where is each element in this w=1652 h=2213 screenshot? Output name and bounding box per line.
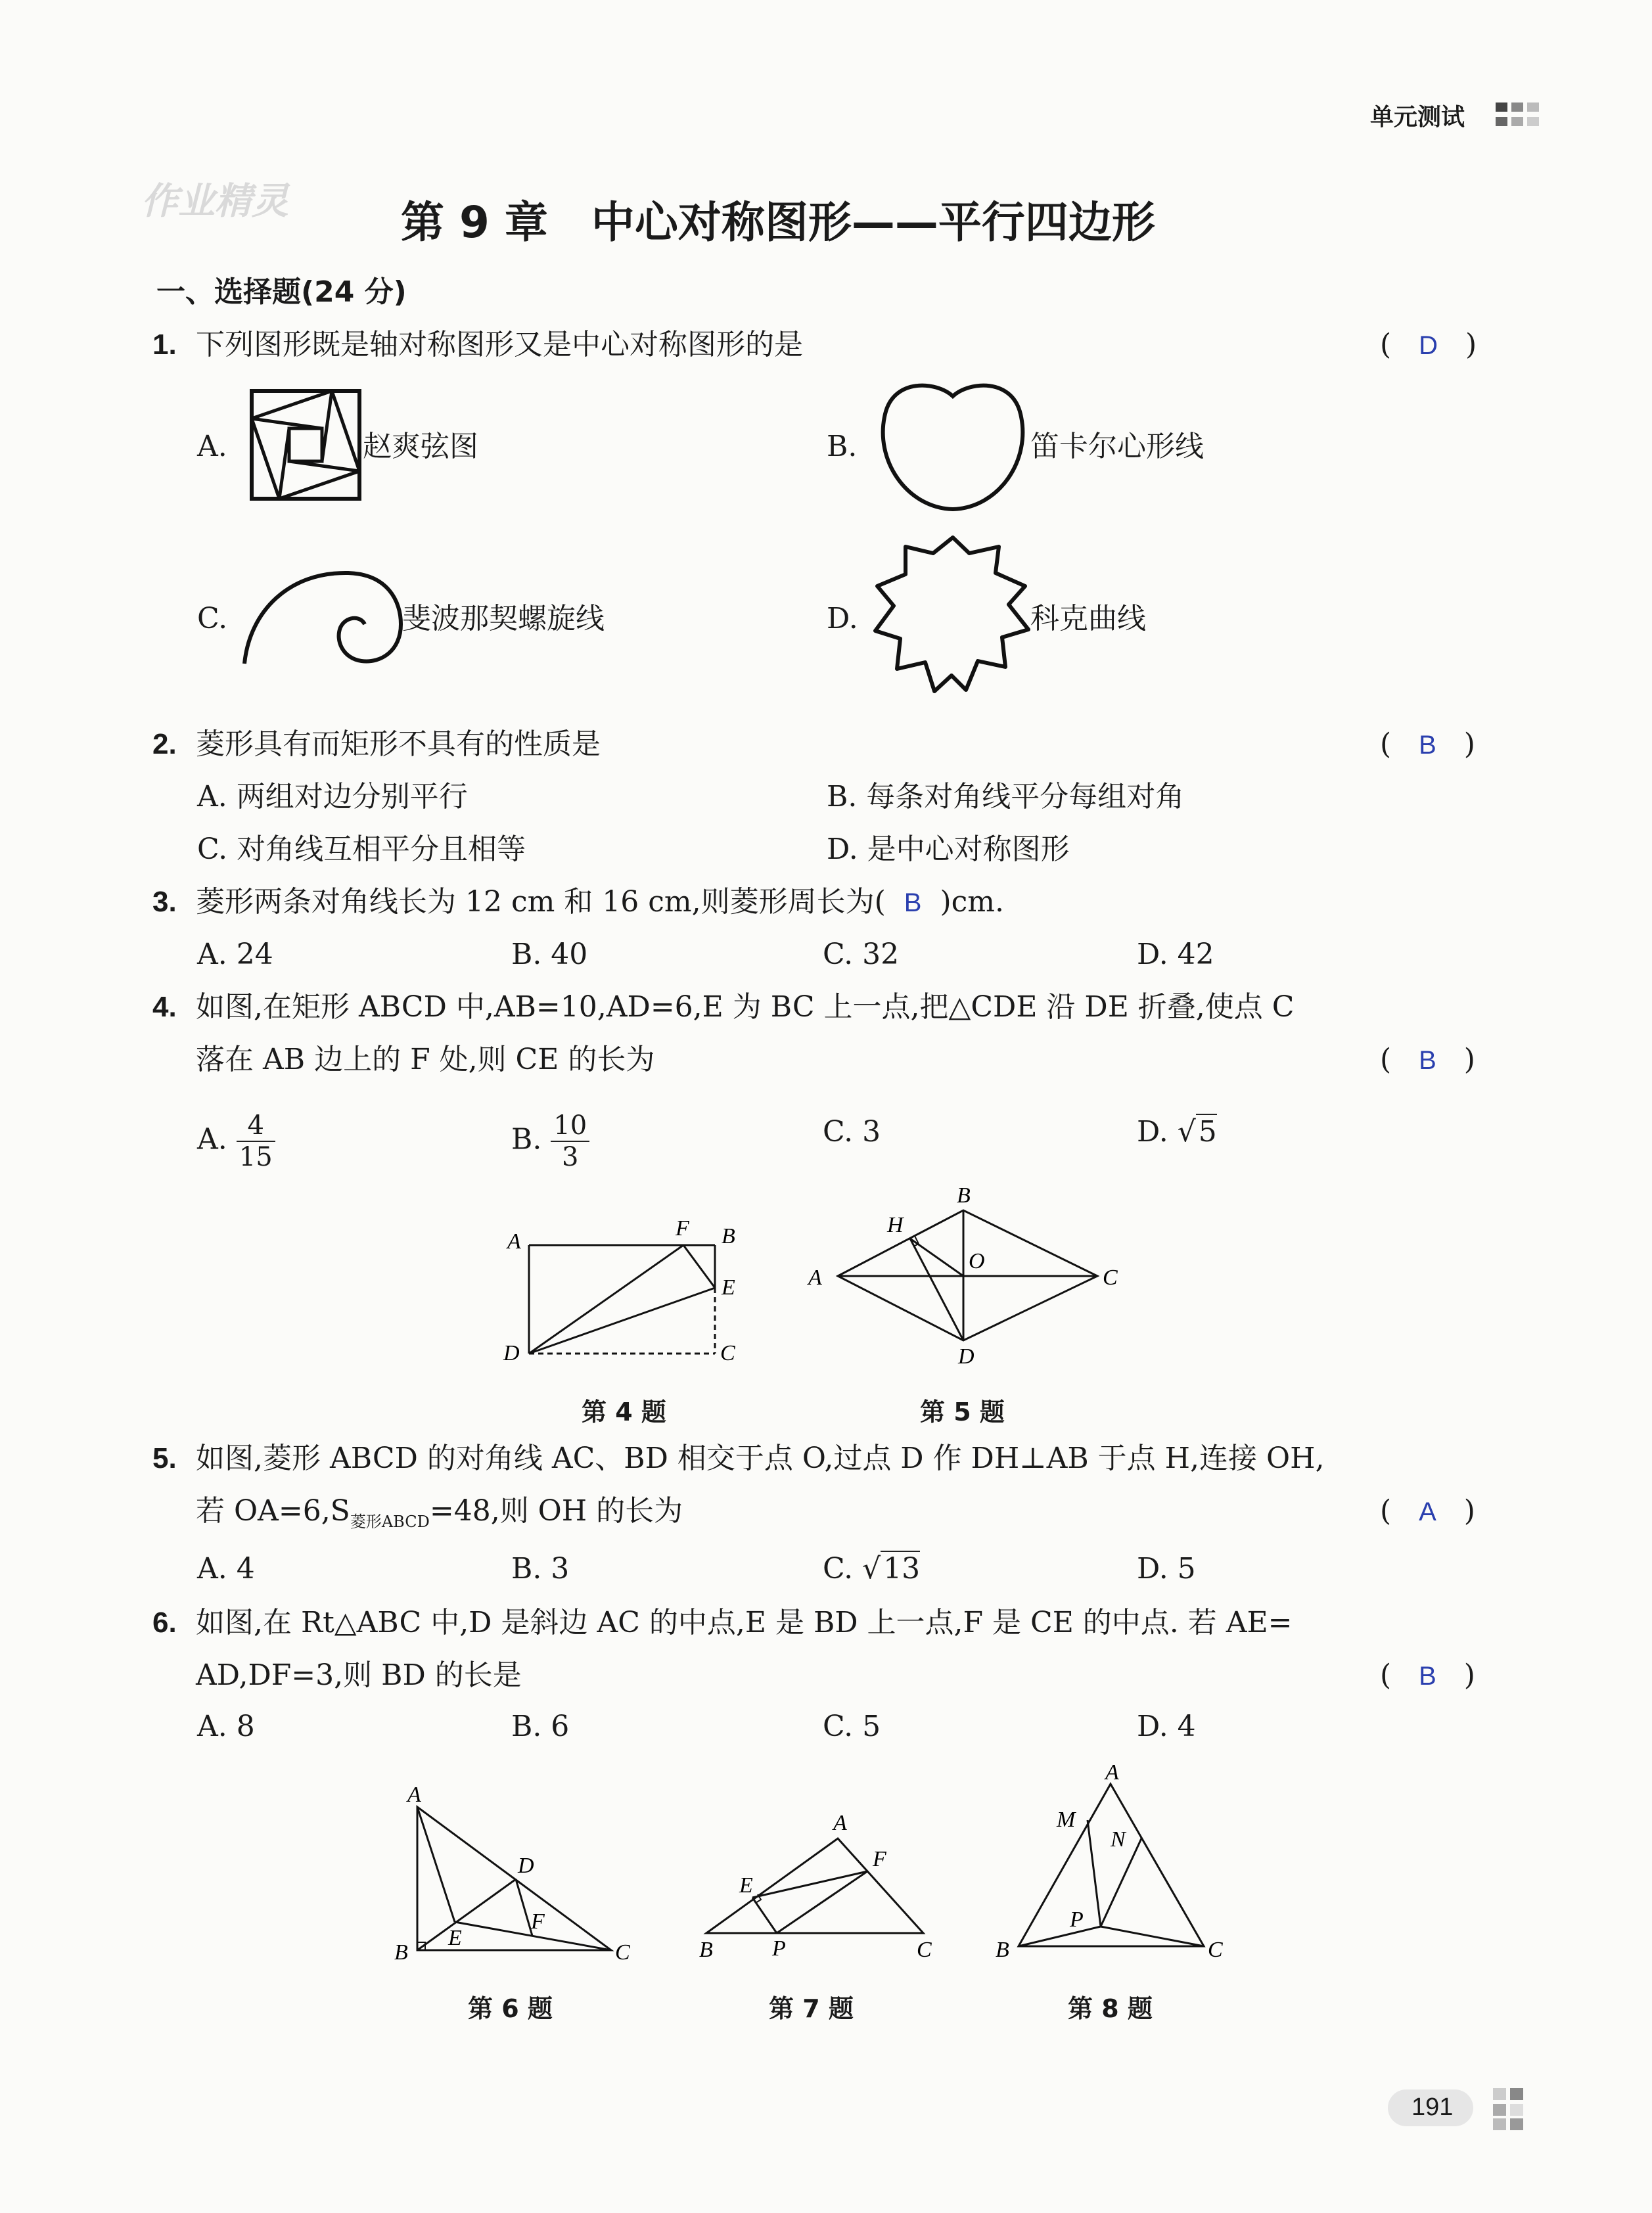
q3-option-a: A. 24 — [197, 938, 273, 971]
fig4-label-b: B — [722, 1224, 735, 1248]
q5-option-d: D. 5 — [1137, 1552, 1196, 1586]
fig4-caption: 第 4 题 — [582, 1398, 666, 1426]
fig7-label-b: B — [699, 1938, 713, 1962]
fig8-caption: 第 8 题 — [1068, 1994, 1153, 2023]
q4-answer: B — [1419, 1046, 1436, 1075]
q3-number: 3. — [152, 886, 177, 918]
q1-option-a-name: 赵爽弦图 — [363, 430, 478, 463]
q1-option-d: D. — [827, 602, 858, 635]
fig5-label-a: A — [808, 1266, 822, 1290]
q2-answer: B — [1419, 731, 1436, 760]
fibonacci-spiral-figure — [237, 565, 407, 670]
fig5-label-c: C — [1103, 1266, 1118, 1290]
fig6-label-d: D — [518, 1854, 534, 1878]
q6-option-d: D. 4 — [1137, 1710, 1196, 1743]
q1-option-d-name: 科克曲线 — [1030, 602, 1146, 635]
q6-option-a: A. 8 — [197, 1710, 255, 1743]
figure-8 — [986, 1761, 1262, 1958]
q5-option-a: A. 4 — [197, 1552, 255, 1586]
q2-text: 菱形具有而矩形不具有的性质是 — [196, 727, 601, 761]
q3-option-c: C. 32 — [823, 938, 900, 971]
q3-option-d: D. 42 — [1137, 938, 1214, 971]
footer-squares-icon — [1493, 2088, 1539, 2133]
q1-option-a: A. — [197, 430, 227, 463]
q6-option-b: B. 6 — [511, 1710, 570, 1743]
q1-answer-box: ( D ) — [1380, 328, 1477, 361]
q6-option-c: C. 5 — [823, 1710, 881, 1743]
q4-number: 4. — [152, 991, 177, 1023]
q5-number: 5. — [152, 1442, 177, 1474]
q5-line2: 若 $OA=6,S_{菱形ABCD}=48$,则 OH 的长为 — [196, 1494, 683, 1531]
fig7-label-e: E — [739, 1873, 753, 1898]
fig8-label-p: P — [1070, 1907, 1084, 1932]
q5-answer-box: ( A ) — [1380, 1494, 1475, 1528]
q4-a-fraction: $\frac{4}{15}$ — [237, 1110, 275, 1172]
fig7-caption: 第 7 题 — [769, 1994, 854, 2023]
section-heading: 一、选择题(24 分) — [156, 275, 407, 309]
q5-line1: 如图,菱形 ABCD 的对角线 AC、BD 相交于点 O,过点 D 作 DH⊥AB 于点 H,连接 OH, — [196, 1442, 1325, 1475]
fig6-label-c: C — [615, 1940, 630, 1965]
q6-line2: AD,DF=3,则 BD 的长是 — [196, 1658, 522, 1692]
q4-option-a: A. $\frac{4}{15}$ — [197, 1110, 275, 1172]
q4-answer-box: ( B ) — [1380, 1043, 1475, 1076]
koch-snowflake-figure — [867, 532, 1038, 706]
figure-6 — [394, 1781, 644, 1965]
fig5-label-h: H — [887, 1213, 904, 1237]
q3-answer: B — [904, 888, 922, 917]
page-number: 191 — [1411, 2093, 1454, 2121]
q4-option-b: B. $\frac{10}{3}$ — [511, 1110, 589, 1172]
q6-line1: 如图,在 Rt△ABC 中,D 是斜边 AC 的中点,E 是 BD 上一点,F 是 CE 的中点. 若 AE= — [196, 1606, 1293, 1639]
fig7-label-f: F — [873, 1847, 886, 1871]
fig7-label-a: A — [833, 1811, 847, 1835]
q2-option-c: C. 对角线互相平分且相等 — [197, 833, 526, 866]
fig7-label-p: P — [772, 1936, 786, 1961]
q2-answer-box: ( B ) — [1380, 727, 1475, 761]
watermark: 作业精灵 — [141, 180, 288, 223]
q3-option-b: B. 40 — [511, 938, 588, 971]
fig4-label-f: F — [676, 1216, 689, 1241]
q2-option-a: A. 两组对边分别平行 — [197, 780, 468, 813]
q4-option-d: D. √5 — [1137, 1115, 1217, 1149]
fig4-label-e: E — [722, 1275, 735, 1300]
q1-option-b-name: 笛卡尔心形线 — [1030, 430, 1204, 463]
fig5-caption: 第 5 题 — [920, 1398, 1005, 1426]
q1-option-c: C. — [197, 602, 228, 635]
figure-5 — [802, 1183, 1130, 1373]
fig8-label-m: M — [1057, 1808, 1076, 1832]
q3-text: 菱形两条对角线长为 12 cm 和 16 cm,则菱形周长为( B )cm. — [196, 885, 1004, 919]
q1-option-c-name: 斐波那契螺旋线 — [402, 602, 605, 635]
q5-answer: A — [1419, 1497, 1436, 1526]
q2-number: 2. — [152, 728, 177, 760]
q1-number: 1. — [152, 329, 177, 361]
q5-option-c: C. √13 — [823, 1552, 921, 1586]
q1-text: 下列图形既是轴对称图形又是中心对称图形的是 — [196, 328, 803, 361]
fig8-label-a: A — [1105, 1761, 1119, 1785]
fig6-caption: 第 6 题 — [468, 1994, 553, 2023]
fig7-label-c: C — [917, 1938, 932, 1962]
header-squares-icon — [1496, 103, 1540, 127]
fig8-label-c: C — [1208, 1938, 1223, 1958]
q4-line1: 如图,在矩形 ABCD 中,AB=10,AD=6,E 为 BC 上一点,把△CDE 沿 DE 折叠,使点 C — [196, 990, 1295, 1024]
header-section: 单元测试 — [1370, 104, 1465, 131]
q6-answer: B — [1419, 1662, 1436, 1691]
q5-option-b: B. 3 — [511, 1552, 570, 1586]
fig6-label-a: A — [407, 1783, 421, 1807]
fig5-label-b: B — [957, 1183, 971, 1208]
q6-answer-box: ( B ) — [1380, 1658, 1475, 1692]
figure-4 — [499, 1209, 762, 1373]
fig5-label-d: D — [958, 1344, 975, 1369]
fig8-label-b: B — [996, 1938, 1009, 1958]
q4-option-c: C. 3 — [823, 1115, 881, 1149]
fig8-label-n: N — [1111, 1827, 1126, 1852]
fig4-label-d: D — [503, 1341, 520, 1365]
fig6-label-b: B — [394, 1940, 408, 1965]
q4-b-fraction: $\frac{10}{3}$ — [551, 1110, 589, 1172]
page-title: 第 9 章 中心对称图形——平行四边形 — [401, 197, 1155, 248]
q6-number: 6. — [152, 1607, 177, 1639]
fig4-label-a: A — [507, 1229, 521, 1254]
fig5-label-o: O — [969, 1249, 985, 1273]
zhao-shuang-figure — [250, 389, 361, 501]
q1-answer: D — [1419, 331, 1438, 360]
q1-option-b: B. — [827, 430, 858, 463]
fig6-label-f: F — [531, 1909, 545, 1934]
fig6-label-e: E — [448, 1926, 462, 1950]
q2-option-d: D. 是中心对称图形 — [827, 833, 1070, 866]
figure-7 — [690, 1800, 953, 1965]
q4-line2: 落在 AB 边上的 F 处,则 CE 的长为 — [196, 1043, 655, 1076]
fig4-label-c: C — [720, 1341, 735, 1365]
q2-option-b: B. 每条对角线平分每组对角 — [827, 780, 1185, 813]
cardioid-figure — [871, 378, 1035, 516]
